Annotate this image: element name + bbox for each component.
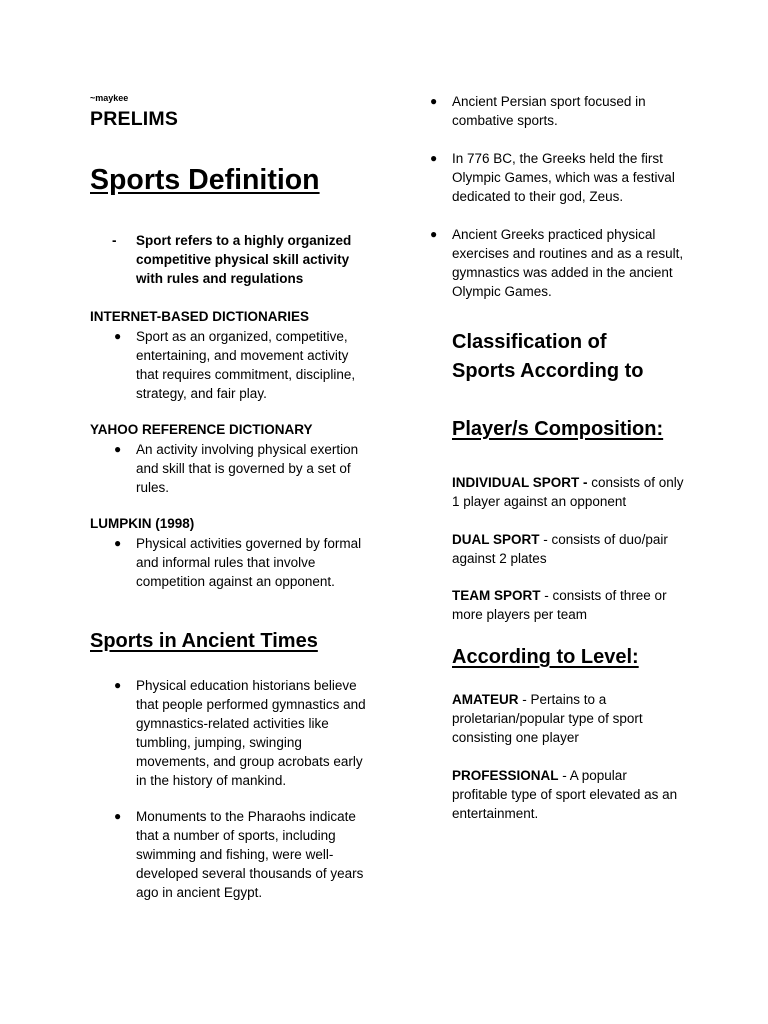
- list-item-text: Physical education historians believe that people performed gymnastics and gymnastics-related activities like tumbling, jumping, swinging movements, and group acrobats early in the history of mankind.: [136, 678, 366, 788]
- prelims-heading: PRELIMS: [90, 108, 179, 130]
- list-item: [114, 534, 368, 591]
- list-item-text: Physical activities governed by formal and informal rules that involve competition against an opponent.: [136, 536, 362, 589]
- composition-heading: Player/s Composition:: [452, 418, 664, 440]
- list-item-text: Ancient Persian sport focused in combative sports.: [452, 94, 646, 128]
- list-item: [114, 327, 368, 403]
- composition-term: TEAM SPORT: [452, 588, 541, 603]
- list-item-text: Monuments to the Pharaohs indicate that a number of sports, including swimming and fishing, were well-developed several thousands of years ago in ancient Egypt.: [136, 809, 364, 900]
- level-entry: [452, 690, 684, 747]
- level-term: PROFESSIONAL: [452, 768, 559, 783]
- page-title: Sports Definition: [90, 164, 320, 196]
- list-item-text: An activity involving physical exertion and skill that is governed by a set of rules.: [136, 442, 359, 495]
- list-item-text: Ancient Greeks practiced physical exercises and routines and as a result, gymnastics was added in the ancient Olympic Games.: [452, 227, 684, 299]
- list-item: [114, 440, 368, 497]
- composition-desc: consists of only 1 player against an opponent: [452, 475, 684, 509]
- level-term: AMATEUR: [452, 692, 519, 707]
- dash-marker: -: [112, 233, 117, 248]
- composition-term: INDIVIDUAL SPORT -: [452, 475, 588, 490]
- list-item-text: In 776 BC, the Greeks held the first Olympic Games, which was a festival dedicated to their god, Zeus.: [452, 151, 675, 204]
- level-entry: [452, 766, 684, 823]
- list-item: [430, 149, 690, 206]
- composition-desc: - consists of duo/pair against 2 plates: [452, 532, 668, 566]
- list-item: [430, 225, 690, 301]
- composition-desc: - consists of three or more players per team: [452, 588, 667, 622]
- classification-heading-line2: Sports According to: [452, 360, 644, 382]
- bullet-icon: ●: [430, 151, 438, 165]
- list-item: [430, 92, 690, 130]
- classification-heading-line1: Classification of: [452, 331, 607, 353]
- bullet-icon: ●: [114, 536, 122, 550]
- list-item: [114, 676, 372, 790]
- bullet-icon: ●: [114, 809, 122, 823]
- definition-item: [112, 231, 372, 288]
- bullet-icon: ●: [114, 329, 122, 343]
- bullet-icon: ●: [430, 227, 438, 241]
- level-desc: - A popular profitable type of sport elevated as an entertainment.: [452, 768, 678, 821]
- composition-entry: [452, 473, 684, 511]
- list-item: [114, 807, 372, 902]
- definition-text: Sport refers to a highly organized competitive physical skill activity with rules and regulations: [136, 233, 352, 286]
- ancient-times-heading: Sports in Ancient Times: [90, 630, 318, 652]
- bullet-icon: ●: [114, 442, 122, 456]
- level-heading: According to Level:: [452, 646, 639, 668]
- author-tag: ~maykee: [90, 93, 129, 103]
- bullet-icon: ●: [430, 94, 438, 108]
- composition-entry: [452, 530, 684, 568]
- level-desc: - Pertains to a proletarian/popular type of sport consisting one player: [452, 692, 643, 745]
- section-heading-yahoo: YAHOO REFERENCE DICTIONARY: [90, 422, 313, 437]
- bullet-icon: ●: [114, 678, 122, 692]
- composition-entry: [452, 586, 684, 624]
- list-item-text: Sport as an organized, competitive, entertaining, and movement activity that requires commitment, discipline, strategy, and fair play.: [136, 329, 356, 401]
- section-heading-lumpkin: LUMPKIN (1998): [90, 516, 195, 531]
- composition-term: DUAL SPORT: [452, 532, 540, 547]
- section-heading-internet: INTERNET-BASED DICTIONARIES: [90, 309, 310, 324]
